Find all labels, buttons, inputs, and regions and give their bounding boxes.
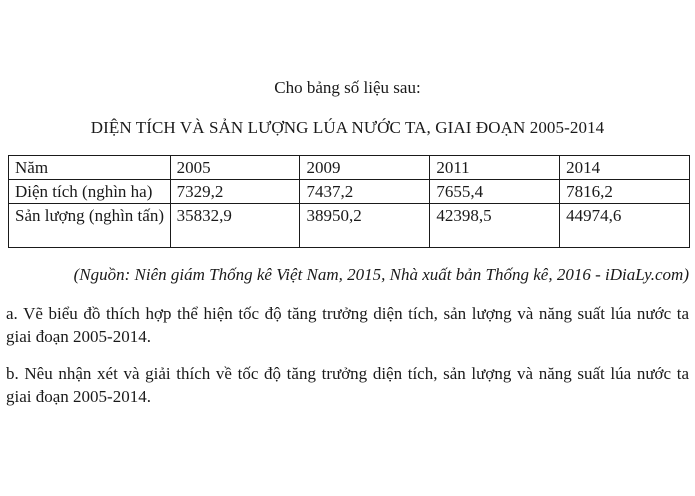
table-cell: 7437,2: [300, 180, 430, 204]
header-cell-2005: 2005: [170, 156, 300, 180]
table-cell: 35832,9: [170, 204, 300, 248]
table-cell: 7655,4: [430, 180, 560, 204]
header-cell-2014: 2014: [560, 156, 690, 180]
table-row-area: [9, 180, 690, 204]
row-label-production: Sản lượng (nghìn tấn): [9, 204, 171, 248]
table-cell: 7816,2: [560, 180, 690, 204]
header-cell-2009: 2009: [300, 156, 430, 180]
intro-text: Cho bảng số liệu sau:: [274, 78, 421, 97]
table-title: DIỆN TÍCH VÀ SẢN LƯỢNG LÚA NƯỚC TA, GIAI ĐOẠN 2005-2014: [90, 118, 605, 137]
data-table: [8, 155, 690, 248]
question-b: b. Nêu nhận xét và giải thích về tốc độ tăng trưởng diện tích, sản lượng và năng suất lúa nước ta giai đoạn 2005-2014.: [6, 364, 689, 406]
question-a: a. Vẽ biểu đồ thích hợp thể hiện tốc độ tăng trưởng diện tích, sản lượng và năng suất lúa nước ta giai đoạn 2005-2014.: [6, 304, 689, 346]
table-cell: 44974,6: [560, 204, 690, 248]
header-cell-2011: 2011: [430, 156, 560, 180]
table-cell: 7329,2: [170, 180, 300, 204]
row-label-area: Diện tích (nghìn ha): [9, 180, 171, 204]
source-note: (Nguồn: Niên giám Thống kê Việt Nam, 2015, Nhà xuất bản Thống kê, 2016 - iDiaLy.com): [73, 265, 689, 284]
table-cell: 38950,2: [300, 204, 430, 248]
table-header-row: [9, 156, 690, 180]
table-row-production: [9, 204, 690, 248]
header-cell-year: Năm: [9, 156, 171, 180]
table-cell: 42398,5: [430, 204, 560, 248]
